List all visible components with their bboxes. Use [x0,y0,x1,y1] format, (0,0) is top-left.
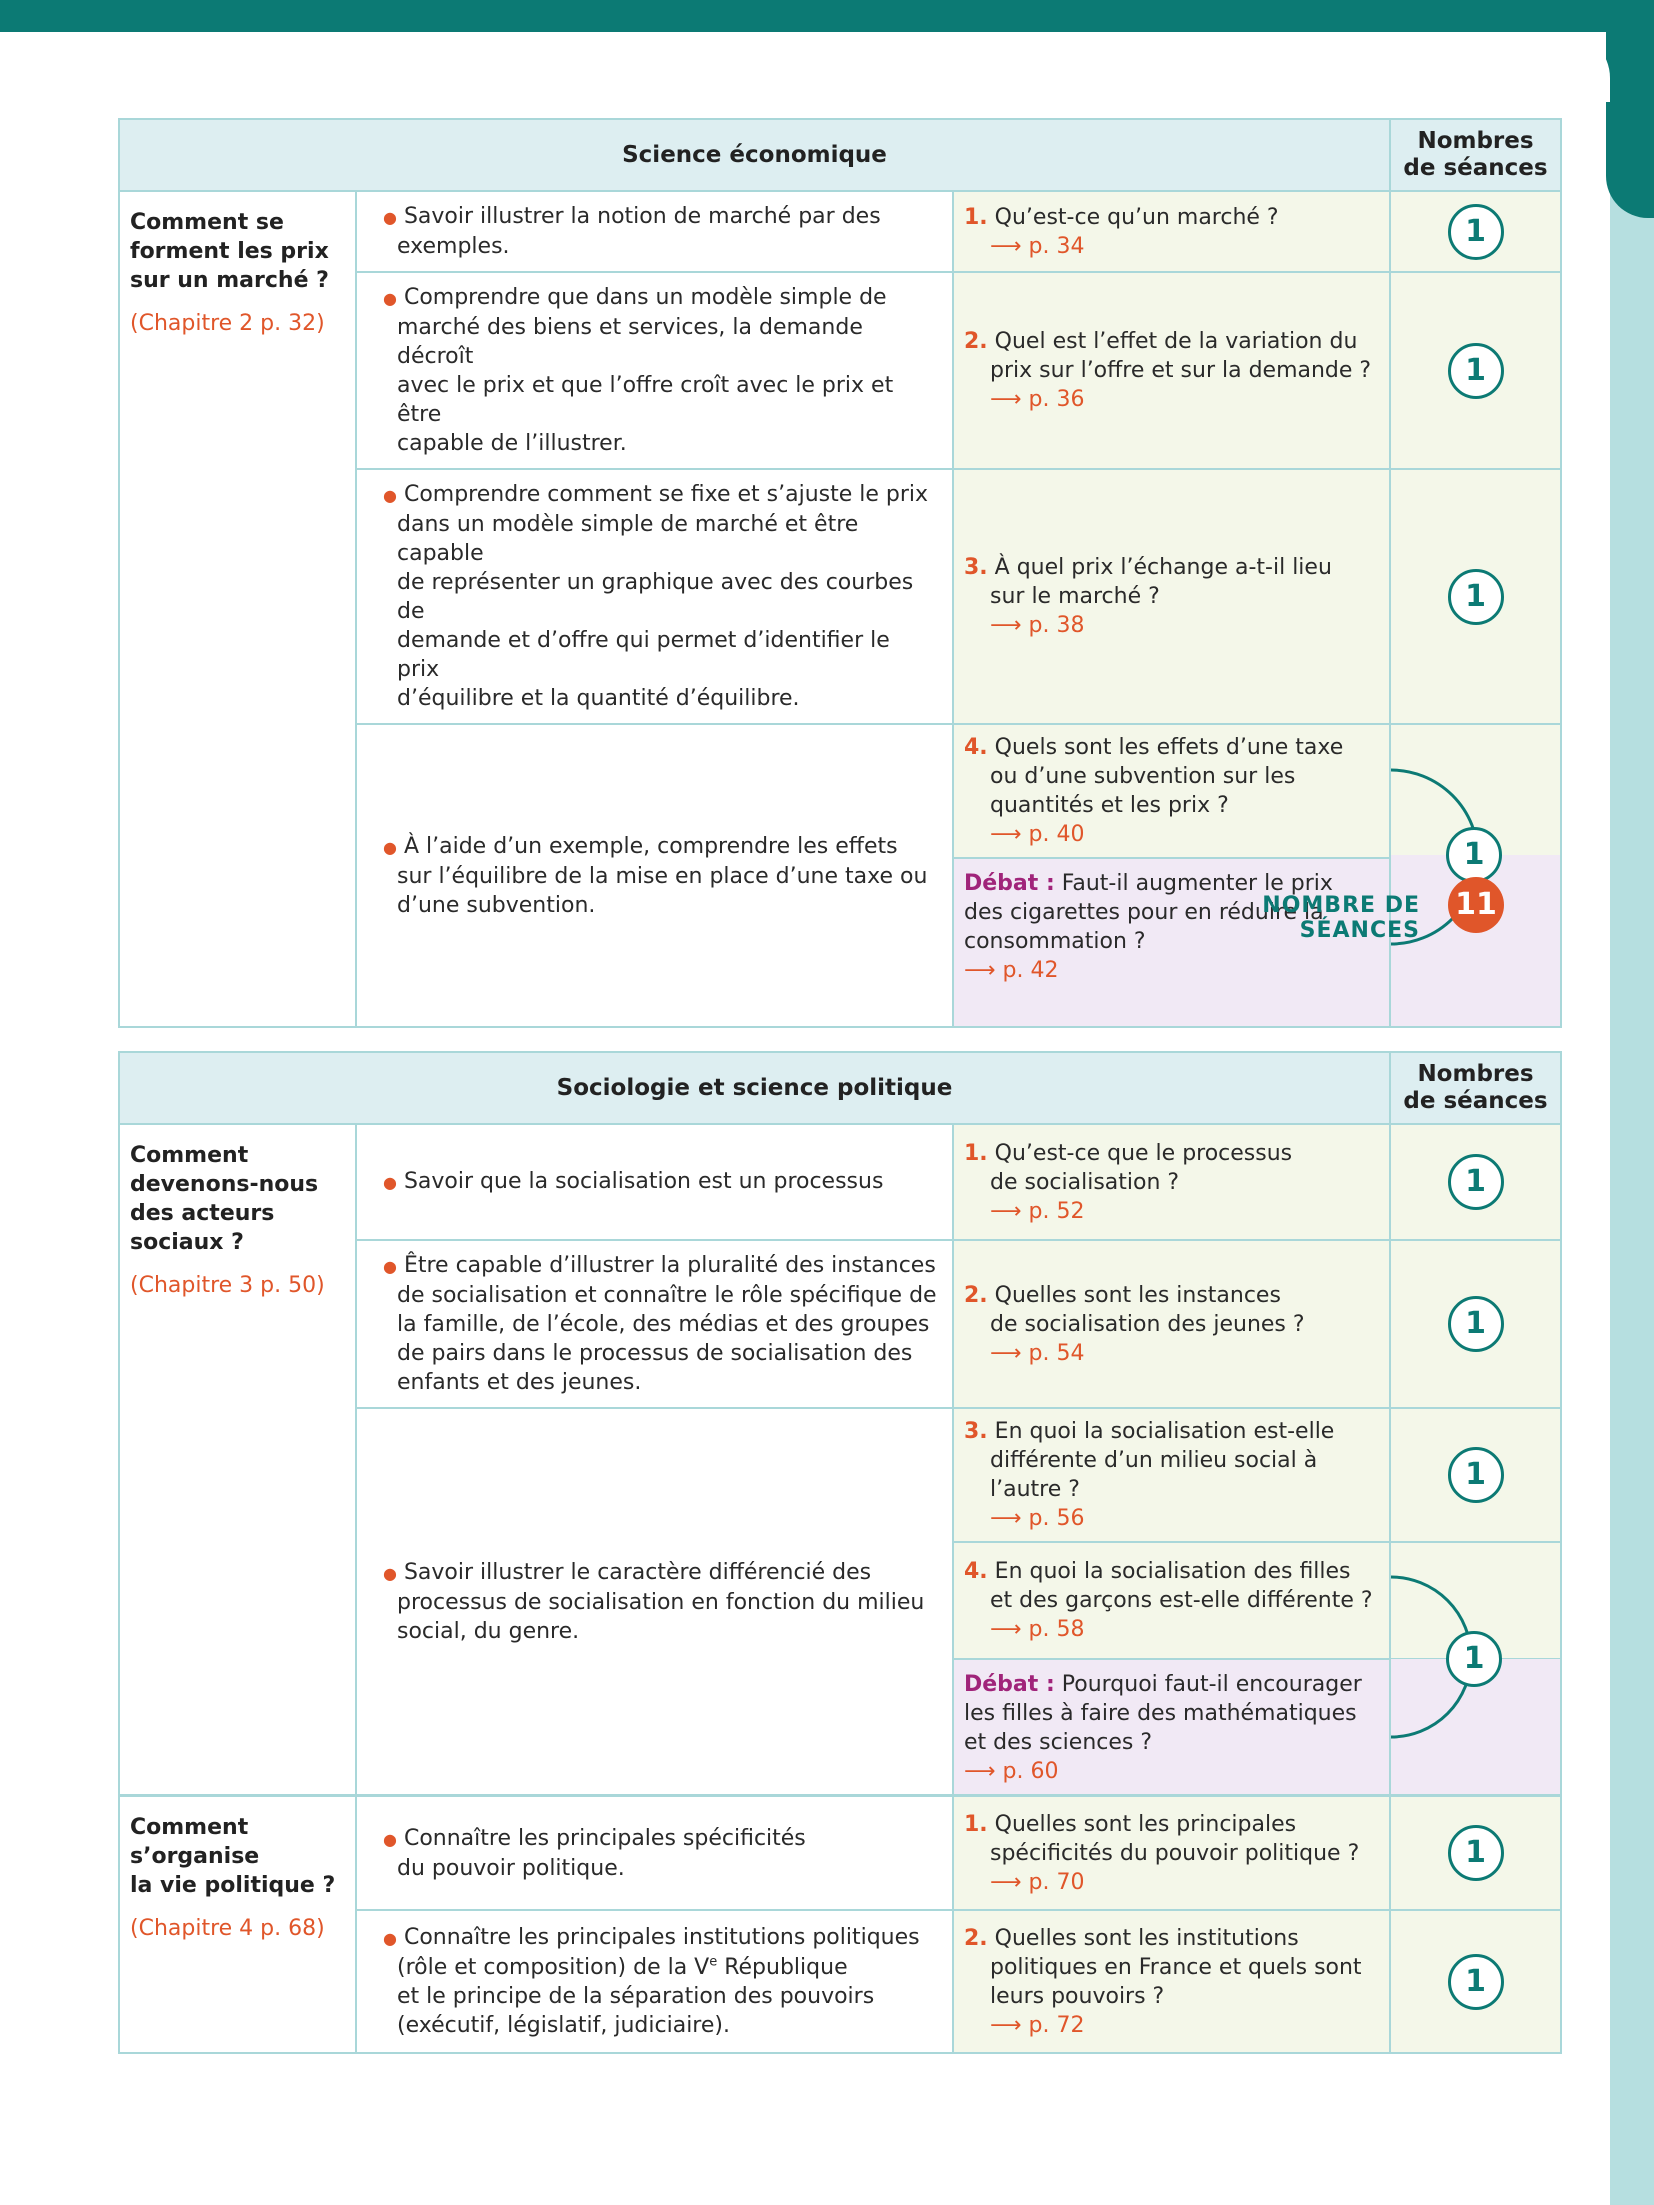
lesson: 2. Quel est l’effet de la variation du prix sur l’offre et sur la demande ? ⟶ p. 36 [953,272,1390,469]
objective: ● Comprendre comment se fixe et s’ajuste le prix dans un modèle simple de marché et être capable de représenter un graphique avec des courbes de demande et d’offre qui permet d’identifier le prix d’équilibre et la quantité d’équilibre. [356,469,953,724]
arrow-right-icon: ⟶ [990,233,1022,259]
total-label: NOMBRE DE SÉANCES [1262,893,1420,943]
page-link[interactable]: ⟶ p. 58 [990,1617,1085,1642]
page-link[interactable]: ⟶ p. 70 [990,1869,1085,1895]
table-sociologie [118,1051,1562,1796]
table-vie-politique [118,1795,1562,2054]
arrow-right-icon: ⟶ [990,1617,1022,1642]
right-margin-band [1610,0,1654,2205]
arrow-right-icon: ⟶ [990,1340,1022,1366]
lesson: 1. Quelles sont les principales spécificités du pouvoir politique ? ⟶ p. 70 [953,1796,1390,1910]
objective: ● Être capable d’illustrer la pluralité des instances de socialisation et connaître le rôle spécifique de la famille, de l’école, des médias et des groupes de pairs dans le processus de socialisation des enfants et des jeunes. [356,1240,953,1408]
total-badge: 11 [1448,877,1504,933]
session-count: 1 [1390,272,1561,469]
arrow-right-icon: ⟶ [990,1869,1022,1895]
arrow-right-icon: ⟶ [990,822,1022,847]
guiding-question: Comment s’organise la vie politique ? (Chapitre 4 p. 68) [119,1796,356,2053]
page-link[interactable]: ⟶ p. 42 [964,958,1059,983]
lesson: 3. À quel prix l’échange a-t-il lieu sur le marché ? ⟶ p. 38 [953,469,1390,724]
sessions-header: Nombres de séances [1390,119,1561,191]
page-link[interactable]: ⟶ p. 56 [990,1506,1085,1531]
page-link[interactable]: ⟶ p. 34 [990,233,1085,259]
guiding-question: Comment se forment les prix sur un marché ? (Chapitre 2 p. 32) [119,191,356,1027]
arrow-right-icon: ⟶ [990,387,1022,412]
arrow-right-icon: ⟶ [990,2012,1022,2038]
arrow-right-icon: ⟶ [990,613,1022,638]
session-count: 1 [1390,1408,1561,1542]
lesson: 4. En quoi la socialisation des filles et des garçons est-elle différente ? ⟶ p. 58 [953,1542,1390,1659]
objective: ● À l’aide d’un exemple, comprendre les effets sur l’équilibre de la mise en place d’une taxe ou d’une subvention. [356,724,953,1027]
objective: ● Savoir que la socialisation est un processus [356,1124,953,1240]
section-title: Sociologie et science politique [119,1052,1390,1124]
objective: ● Savoir illustrer le caractère différencié des processus de socialisation en fonction du milieu social, du genre. [356,1408,953,1795]
session-count: 1 [1390,1542,1561,1795]
session-count: 1 [1390,1124,1561,1240]
objective: ● Connaître les principales institutions politiques (rôle et composition) de la Ve République et le principe de la séparation des pouvoirs (exécutif, législatif, judiciaire). [356,1910,953,2053]
guiding-question: Comment devenons-nous des acteurs sociaux ? (Chapitre 3 p. 50) [119,1124,356,1795]
page-link[interactable]: ⟶ p. 72 [990,2012,1085,2038]
page-link[interactable]: ⟶ p. 60 [964,1759,1059,1784]
arrow-right-icon: ⟶ [964,1759,996,1784]
page-link[interactable]: ⟶ p. 52 [990,1198,1085,1224]
lesson-group: 4. Quels sont les effets d’une taxe ou d’une subvention sur les quantités et les prix ? ⟶ p. 40 Débat : Faut-il augmenter le prix des cigarettes pour en réduire la consommation ? ⟶ p. 42 [953,724,1390,1027]
page-corner [1540,32,1610,102]
right-tab [1606,0,1654,218]
lesson: 3. En quoi la socialisation est-elle différente d’un milieu social à l’autre ? ⟶ p. 56 [953,1408,1390,1542]
session-count: 1 [1390,191,1561,272]
objective: ● Comprendre que dans un modèle simple de marché des biens et services, la demande décroît avec le prix et que l’offre croît avec le prix et être capable de l’illustrer. [356,272,953,469]
arrow-right-icon: ⟶ [990,1198,1022,1224]
lesson: 2. Quelles sont les institutions politiques en France et quels sont leurs pouvoirs ? ⟶ p. 72 [953,1910,1390,2053]
session-count: 1 [1390,1796,1561,1910]
session-count: 1 [1390,724,1561,1027]
page-link[interactable]: ⟶ p. 38 [990,613,1085,638]
lesson: 1. Qu’est-ce qu’un marché ? ⟶ p. 34 [953,191,1390,272]
page-link[interactable]: ⟶ p. 36 [990,387,1085,412]
session-count: 1 [1390,1910,1561,2053]
page-link[interactable]: ⟶ p. 40 [990,822,1085,847]
sessions-header: Nombres de séances [1390,1052,1561,1124]
arrow-right-icon: ⟶ [964,958,996,983]
session-count: 1 [1390,469,1561,724]
lesson: 1. Qu’est-ce que le processus de socialisation ? ⟶ p. 52 [953,1124,1390,1240]
objective: ● Connaître les principales spécificités du pouvoir politique. [356,1796,953,1910]
chapter-reference: (Chapitre 4 p. 68) [130,1916,325,1941]
debate: Débat : Faut-il augmenter le prix des cigarettes pour en réduire la consommation ? ⟶ p. 42 [954,859,1389,1026]
top-band [0,0,1654,32]
lesson: 2. Quelles sont les instances de socialisation des jeunes ? ⟶ p. 54 [953,1240,1390,1408]
chapter-reference: (Chapitre 2 p. 32) [130,311,325,336]
chapter-reference: (Chapitre 3 p. 50) [130,1273,325,1298]
page-link[interactable]: ⟶ p. 54 [990,1340,1085,1366]
section-title: Science économique [119,119,1390,191]
session-count: 1 [1390,1240,1561,1408]
arrow-right-icon: ⟶ [990,1506,1022,1531]
objective: ● Savoir illustrer la notion de marché par des exemples. [356,191,953,272]
debate: Débat : Pourquoi faut-il encourager les filles à faire des mathématiques et des sciences ? ⟶ p. 60 [953,1659,1390,1795]
table-science-economique [118,118,1562,1028]
